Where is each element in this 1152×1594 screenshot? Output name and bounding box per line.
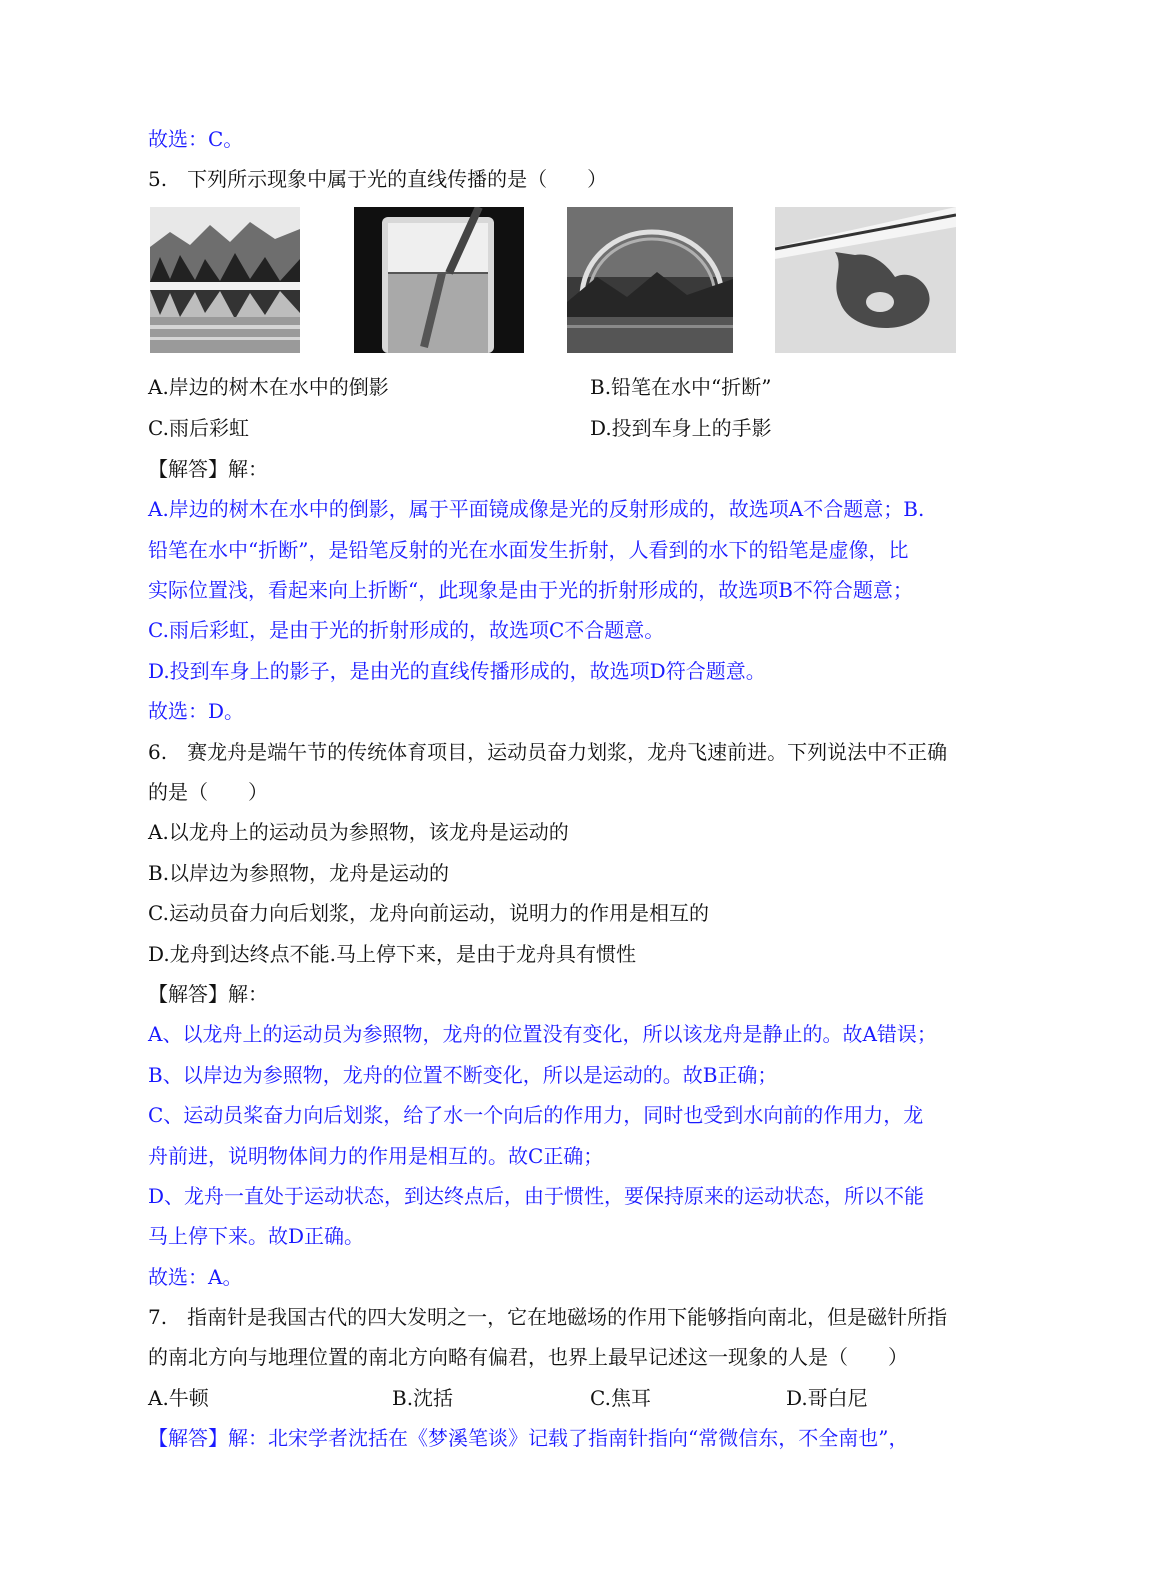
q5-option-a: A.岸边的树木在水中的倒影 <box>148 375 389 399</box>
q5-image-reflection <box>150 207 300 353</box>
q5-solution-heading: 【解答】解： <box>148 457 268 481</box>
q6-solution-line: C、运动员桨奋力向后划浆，给了水一个向后的作用力，同时也受到水向前的作用力，龙 <box>148 1103 924 1127</box>
q6-option-a: A.以龙舟上的运动员为参照物，该龙舟是运动的 <box>148 820 569 844</box>
q5-option-c: C.雨后彩虹 <box>148 416 249 440</box>
q5-option-d: D.投到车身上的手影 <box>590 416 772 440</box>
q5-image-hand-shadow <box>775 207 956 353</box>
q6-option-c: C.运动员奋力向后划浆，龙舟向前运动，说明力的作用是相互的 <box>148 901 709 925</box>
q5-image-rainbow <box>567 207 733 353</box>
q6-solution-line: 舟前进，说明物体间力的作用是相互的。故C正确； <box>148 1144 604 1168</box>
q6-stem-continued: 的是（ ） <box>148 780 268 804</box>
q5-answer: 故选：D。 <box>148 699 245 723</box>
q7-stem: 7. 指南针是我国古代的四大发明之一，它在地磁场的作用下能够指向南北，但是磁针所指 <box>148 1305 948 1329</box>
q6-solution-heading: 【解答】解： <box>148 982 268 1006</box>
q6-answer: 故选：A。 <box>148 1265 243 1289</box>
q5-option-b: B.铅笔在水中“折断” <box>590 375 772 399</box>
q7-option-a: A.牛顿 <box>148 1386 209 1410</box>
q7-stem-continued: 的南北方向与地理位置的南北方向略有偏君，也界上最早记述这一现象的人是（ ） <box>148 1345 908 1369</box>
q5-stem: 5. 下列所示现象中属于光的直线传播的是（ ） <box>148 167 608 191</box>
q5-solution-line: A.岸边的树木在水中的倒影，属于平面镜成像是光的反射形成的，故选项A不合题意；B. <box>148 497 925 521</box>
q6-option-b: B.以岸边为参照物，龙舟是运动的 <box>148 861 450 885</box>
previous-answer: 故选：C。 <box>148 127 244 151</box>
q7-solution <box>148 1423 992 1453</box>
q7-option-b: B.沈括 <box>392 1386 454 1410</box>
q6-stem: 6. 赛龙舟是端午节的传统体育项目，运动员奋力划浆，龙舟飞速前进。下列说法中不正确 <box>148 740 948 764</box>
q6-solution-line: D、龙舟一直处于运动状态，到达终点后，由于惯性，要保持原来的运动状态，所以不能 <box>148 1184 925 1208</box>
q5-solution-line: D.投到车身上的影子，是由光的直线传播形成的，故选项D符合题意。 <box>148 659 766 683</box>
q6-solution-line: 马上停下来。故D正确。 <box>148 1224 365 1248</box>
q7-solution-heading: 【解答】 <box>148 1426 228 1450</box>
q6-solution-line: A、以龙舟上的运动员为参照物，龙舟的位置没有变化，所以该龙舟是静止的。故A错误； <box>148 1022 937 1046</box>
q5-solution-line: 铅笔在水中“折断”，是铅笔反射的光在水面发生折射，人看到的水下的铅笔是虚像，比 <box>148 538 909 562</box>
q6-option-d: D.龙舟到达终点不能.马上停下来，是由于龙舟具有惯性 <box>148 942 637 966</box>
q6-solution-line: B、以岸边为参照物，龙舟的位置不断变化，所以是运动的。故B正确； <box>148 1063 778 1087</box>
q7-option-d: D.哥白尼 <box>786 1386 868 1410</box>
q7-solution-text: 解：北宋学者沈括在《梦溪笔谈》记载了指南针指向“常微信东，不全南也”， <box>228 1426 909 1450</box>
q5-solution-line: C.雨后彩虹，是由于光的折射形成的，故选项C不合题意。 <box>148 618 665 642</box>
q5-image-pencil <box>354 207 524 353</box>
q7-option-c: C.焦耳 <box>590 1386 651 1410</box>
q5-solution-line: 实际位置浅，看起来向上折断“，此现象是由于光的折射形成的，故选项B不符合题意； <box>148 578 913 602</box>
